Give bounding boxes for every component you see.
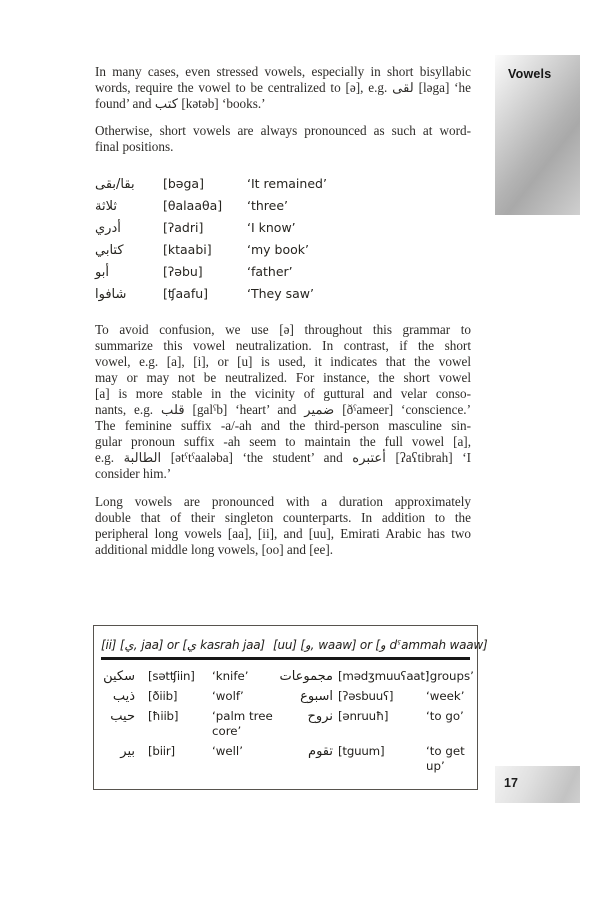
paragraph-wordfinal (95, 123, 471, 155)
paragraph-line: final positions. (95, 139, 174, 154)
paragraph-line: may or may not be neutralized. For instance, the short vowel (95, 370, 471, 385)
ipa-transcription: [sətʧiin] (148, 668, 195, 683)
arabic-word: نروح (307, 708, 333, 724)
paragraph-line: The feminine suffix -a/-ah and the third-person masculine sin- (95, 418, 471, 433)
english-gloss: ‘knife’ (212, 668, 249, 683)
ipa-transcription: [ktaabi] (163, 242, 212, 257)
arabic-word: ذيب (112, 688, 135, 704)
arabic-word: اسبوع (300, 688, 333, 704)
arabic-word: ثلاثة (95, 199, 117, 214)
paragraph-schwa-convention (95, 322, 471, 482)
table-header-ii: [ii] [ي, jaa] or [ي kasrah jaa] (101, 638, 265, 652)
table-row (101, 689, 470, 704)
english-gloss: ‘groups’ (426, 668, 474, 683)
example-word-list (95, 176, 471, 308)
paragraph-line: words, require the vowel to be centralized to [ə], e.g. لقى [ləga] ‘he (95, 80, 471, 95)
paragraph-line: nants, e.g. قلب [galˤb] ‘heart’ and ضمير [ðˤameer] ‘conscience.’ (95, 402, 471, 417)
list-item (95, 176, 471, 198)
page-number-bar (495, 766, 580, 803)
paragraph-line: To avoid confusion, we use [ə] throughout this grammar to (95, 322, 471, 337)
ipa-transcription: [ʧaafu] (163, 286, 209, 301)
paragraph-line: gular pronoun suffix -ah seem to maintain the full vowel [a], (95, 434, 471, 449)
list-item (95, 242, 471, 264)
english-gloss: ‘week’ (426, 688, 465, 703)
paragraph-centralization (95, 64, 471, 112)
paragraph-line: Long vowels are pronounced with a duration approximately (95, 494, 471, 509)
arabic-word: مجموعات (279, 668, 333, 684)
margin-chapter-tab (495, 55, 580, 215)
english-gloss: ‘It remained’ (247, 176, 327, 191)
chapter-label: Vowels (508, 67, 552, 81)
paragraph-line: summarize this vowel neutralization. In contrast, if the short (95, 338, 471, 353)
english-gloss: ‘father’ (247, 264, 293, 279)
arabic-word: أدري (95, 221, 121, 236)
paragraph-line: vowel, e.g. [a], [i], or [u] is used, it indicates that the vowel (95, 354, 471, 369)
list-item (95, 220, 471, 242)
arabic-word: شافوا (95, 287, 127, 302)
table-row (101, 709, 470, 739)
arabic-word: بقا/بقى (95, 177, 135, 192)
ipa-transcription: [ʔəsbuuʕ] (338, 688, 394, 703)
paragraph-line: [a] is more stable in the vicinity of guttural and velar conso- (95, 386, 471, 401)
ipa-transcription: [bəga] (163, 176, 204, 191)
table-row (101, 744, 470, 774)
ipa-transcription: [ənruuħ] (338, 708, 389, 723)
english-gloss: ‘well’ (212, 743, 243, 758)
paragraph-line: Otherwise, short vowels are always pronounced as such at word- (95, 123, 471, 138)
list-item (95, 264, 471, 286)
paragraph-line: found’ and كتب [kətəb] ‘books.’ (95, 96, 266, 111)
ipa-transcription: [θalaaθa] (163, 198, 223, 213)
arabic-word: بير (120, 743, 135, 759)
paragraph-line: additional middle long vowels, [oo] and [ee]. (95, 542, 334, 557)
english-gloss: ‘I know’ (247, 220, 296, 235)
paragraph-line: In many cases, even stressed vowels, especially in short bisyllabic (95, 64, 471, 79)
arabic-word: أبو (95, 265, 109, 280)
ipa-transcription: [tguum] (338, 743, 385, 758)
paragraph-line: consider him.’ (95, 466, 172, 481)
list-item (95, 198, 471, 220)
arabic-word: سكين (103, 668, 135, 684)
ipa-transcription: [ħiib] (148, 708, 179, 723)
english-gloss: ‘palm tree core’ (212, 708, 273, 738)
ipa-transcription: [ʔadri] (163, 220, 204, 235)
ipa-transcription: [mədʒmuuʕaat] (338, 668, 430, 683)
arabic-word: حيب (110, 708, 135, 724)
english-gloss: ‘They saw’ (247, 286, 314, 301)
ipa-transcription: [ðiib] (148, 688, 178, 703)
english-gloss: ‘to get up’ (426, 743, 465, 773)
list-item (95, 286, 471, 308)
ipa-transcription: [biir] (148, 743, 175, 758)
english-gloss: ‘wolf’ (212, 688, 244, 703)
english-gloss: ‘to go’ (426, 708, 464, 723)
english-gloss: ‘three’ (247, 198, 289, 213)
page-number: 17 (504, 776, 518, 790)
paragraph-line: peripheral long vowels [aa], [ii], and [uu], Emirati Arabic has two (95, 526, 471, 541)
arabic-word: كتابي (95, 243, 124, 258)
paragraph-line: e.g. الطالبة [ətˤtˤaaləba] ‘the student’ and أعتبره [ʔaʕtibrah] ‘I (95, 450, 471, 465)
table-header-uu: [uu] [و, waaw] or [و dˤammah waaw] (273, 638, 488, 652)
english-gloss: ‘my book’ (247, 242, 309, 257)
arabic-word: تقوم (308, 743, 333, 759)
paragraph-long-vowels (95, 494, 471, 558)
table-row (101, 668, 474, 684)
table-header-rule (101, 657, 470, 660)
long-vowel-table (93, 625, 488, 790)
paragraph-line: double that of their singleton counterparts. In addition to the (95, 510, 471, 525)
ipa-transcription: [ʔəbu] (163, 264, 203, 279)
table-header-row (101, 638, 488, 652)
